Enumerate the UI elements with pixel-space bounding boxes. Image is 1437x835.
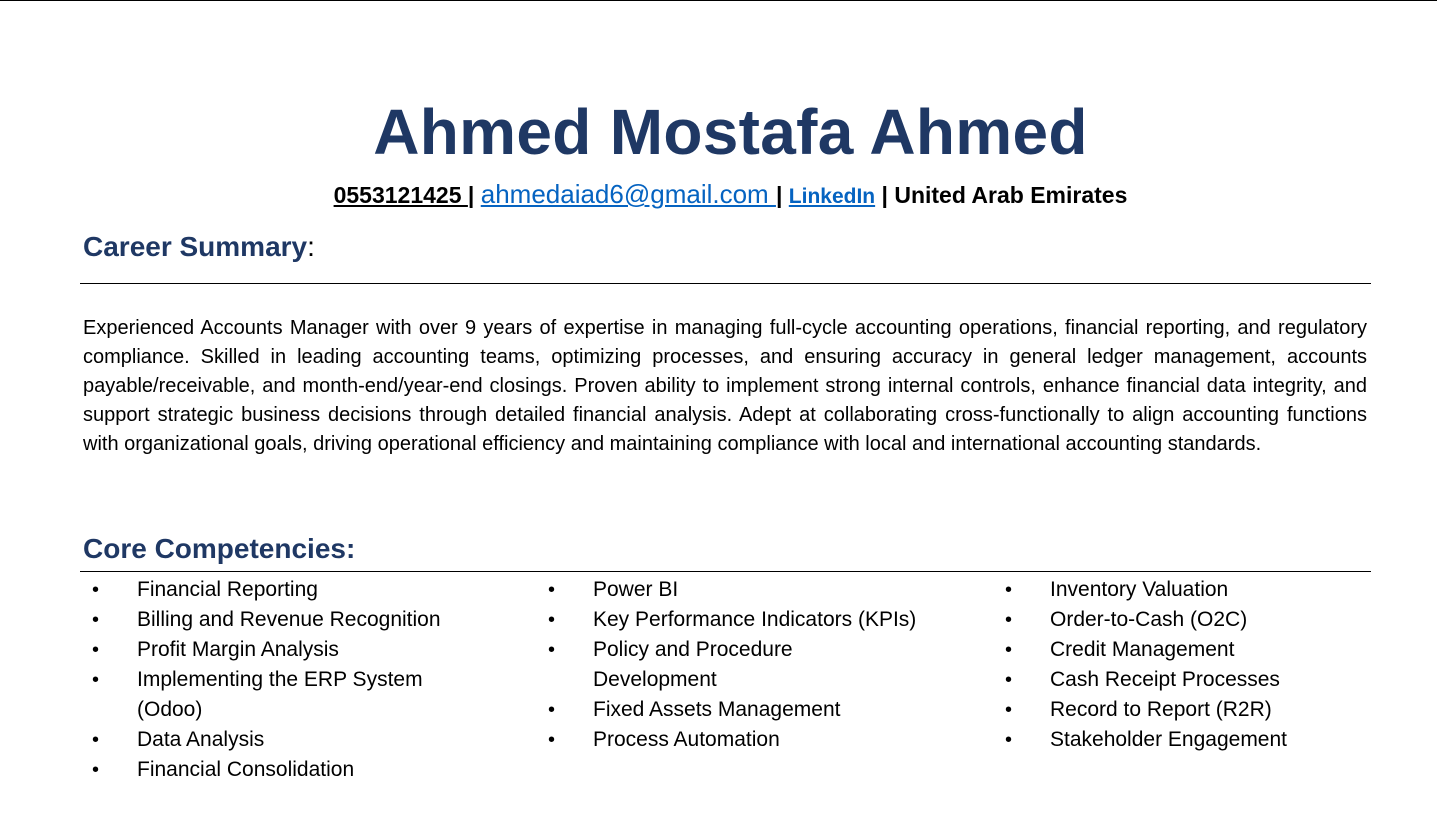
separator: | xyxy=(775,182,789,208)
bullet-icon: • xyxy=(92,639,100,661)
bullet-icon: • xyxy=(1005,699,1013,721)
competency-item xyxy=(83,575,503,605)
competency-item xyxy=(539,575,959,605)
competency-item xyxy=(996,575,1396,605)
bullet-icon: • xyxy=(92,759,100,781)
linkedin-link[interactable]: LinkedIn xyxy=(788,185,876,208)
career-summary-title: Career Summary xyxy=(83,231,308,262)
candidate-name: Ahmed Mostafa Ahmed xyxy=(373,96,1088,168)
location: United Arab Emirates xyxy=(894,182,1128,208)
core-competencies-heading: Core Competencies: xyxy=(83,533,356,564)
separator: | xyxy=(467,182,481,208)
phone-number[interactable]: 0553121425 xyxy=(333,182,468,208)
competencies-column-1 xyxy=(83,575,503,785)
bullet-icon: • xyxy=(92,729,100,751)
bullet-icon: • xyxy=(548,699,556,721)
bullet-icon: • xyxy=(1005,729,1013,751)
competency-item xyxy=(996,725,1396,755)
bullet-icon: • xyxy=(1005,639,1013,661)
bullet-icon: • xyxy=(548,609,556,631)
competency-label: Data Analysis xyxy=(137,728,265,751)
bullet-icon: • xyxy=(548,729,556,751)
competency-label: Credit Management xyxy=(1050,638,1235,661)
bullet-icon: • xyxy=(1005,609,1013,631)
competency-label: Stakeholder Engagement xyxy=(1050,728,1287,751)
career-summary-text: Experienced Accounts Manager with over 9 years of expertise in managing full-cycle accounting operations, financial reporting, and regulatory compliance. Skilled in leading accounting teams, optimizing processes, and ensuring accuracy in general ledger management, accounts payable/receivable, and month-end/year-end closings. Proven ability to implement strong internal controls, enhance financial data integrity, and support strategic business decisions through detailed financial analysis. Adept at collaborating cross-functionally to align accounting functions with organizational goals, driving operational efficiency and maintaining compliance with local and international accounting standards. xyxy=(83,317,1367,455)
section-divider xyxy=(80,283,1371,284)
competency-item xyxy=(83,665,437,725)
bullet-icon: • xyxy=(92,669,100,691)
bullet-icon: • xyxy=(1005,579,1013,601)
competency-label: Cash Receipt Processes xyxy=(1050,668,1280,691)
email-link[interactable]: ahmedaiad6@gmail.com xyxy=(480,179,776,209)
competency-label: Fixed Assets Management xyxy=(593,698,841,721)
bullet-icon: • xyxy=(92,579,100,601)
bullet-icon: • xyxy=(1005,669,1013,691)
competency-item xyxy=(996,605,1396,635)
bullet-icon: • xyxy=(548,639,556,661)
competency-item xyxy=(996,665,1396,695)
competency-item xyxy=(539,725,959,755)
competency-item xyxy=(83,635,503,665)
competency-label: Profit Margin Analysis xyxy=(137,638,339,661)
competency-label: Power BI xyxy=(593,578,679,601)
competency-label: Policy and Procedure Development xyxy=(593,638,793,691)
separator: | xyxy=(875,182,895,208)
competency-label: Billing and Revenue Recognition xyxy=(137,608,441,631)
competency-label: Implementing the ERP System (Odoo) xyxy=(137,668,423,721)
competency-label: Order-to-Cash (O2C) xyxy=(1050,608,1248,631)
bullet-icon: • xyxy=(548,579,556,601)
competency-item xyxy=(83,725,503,755)
competencies-column-2 xyxy=(539,575,959,755)
heading-colon: : xyxy=(307,231,315,262)
competency-label: Key Performance Indicators (KPIs) xyxy=(593,608,917,631)
competency-item xyxy=(539,635,863,695)
competency-label: Financial Reporting xyxy=(137,578,318,601)
competencies-column-3 xyxy=(996,575,1396,755)
competency-item xyxy=(539,605,923,635)
competency-label: Process Automation xyxy=(593,728,780,751)
competency-item xyxy=(83,755,503,785)
career-summary-heading xyxy=(83,230,315,264)
competency-item xyxy=(996,635,1396,665)
bullet-icon: • xyxy=(92,609,100,631)
section-divider xyxy=(80,571,1371,572)
competency-label: Financial Consolidation xyxy=(137,758,355,781)
contact-line xyxy=(12,179,1437,212)
competency-label: Inventory Valuation xyxy=(1050,578,1229,601)
competency-item xyxy=(996,695,1396,725)
competency-label: Record to Report (R2R) xyxy=(1050,698,1272,721)
competency-item xyxy=(539,695,959,725)
competency-item xyxy=(83,605,503,635)
